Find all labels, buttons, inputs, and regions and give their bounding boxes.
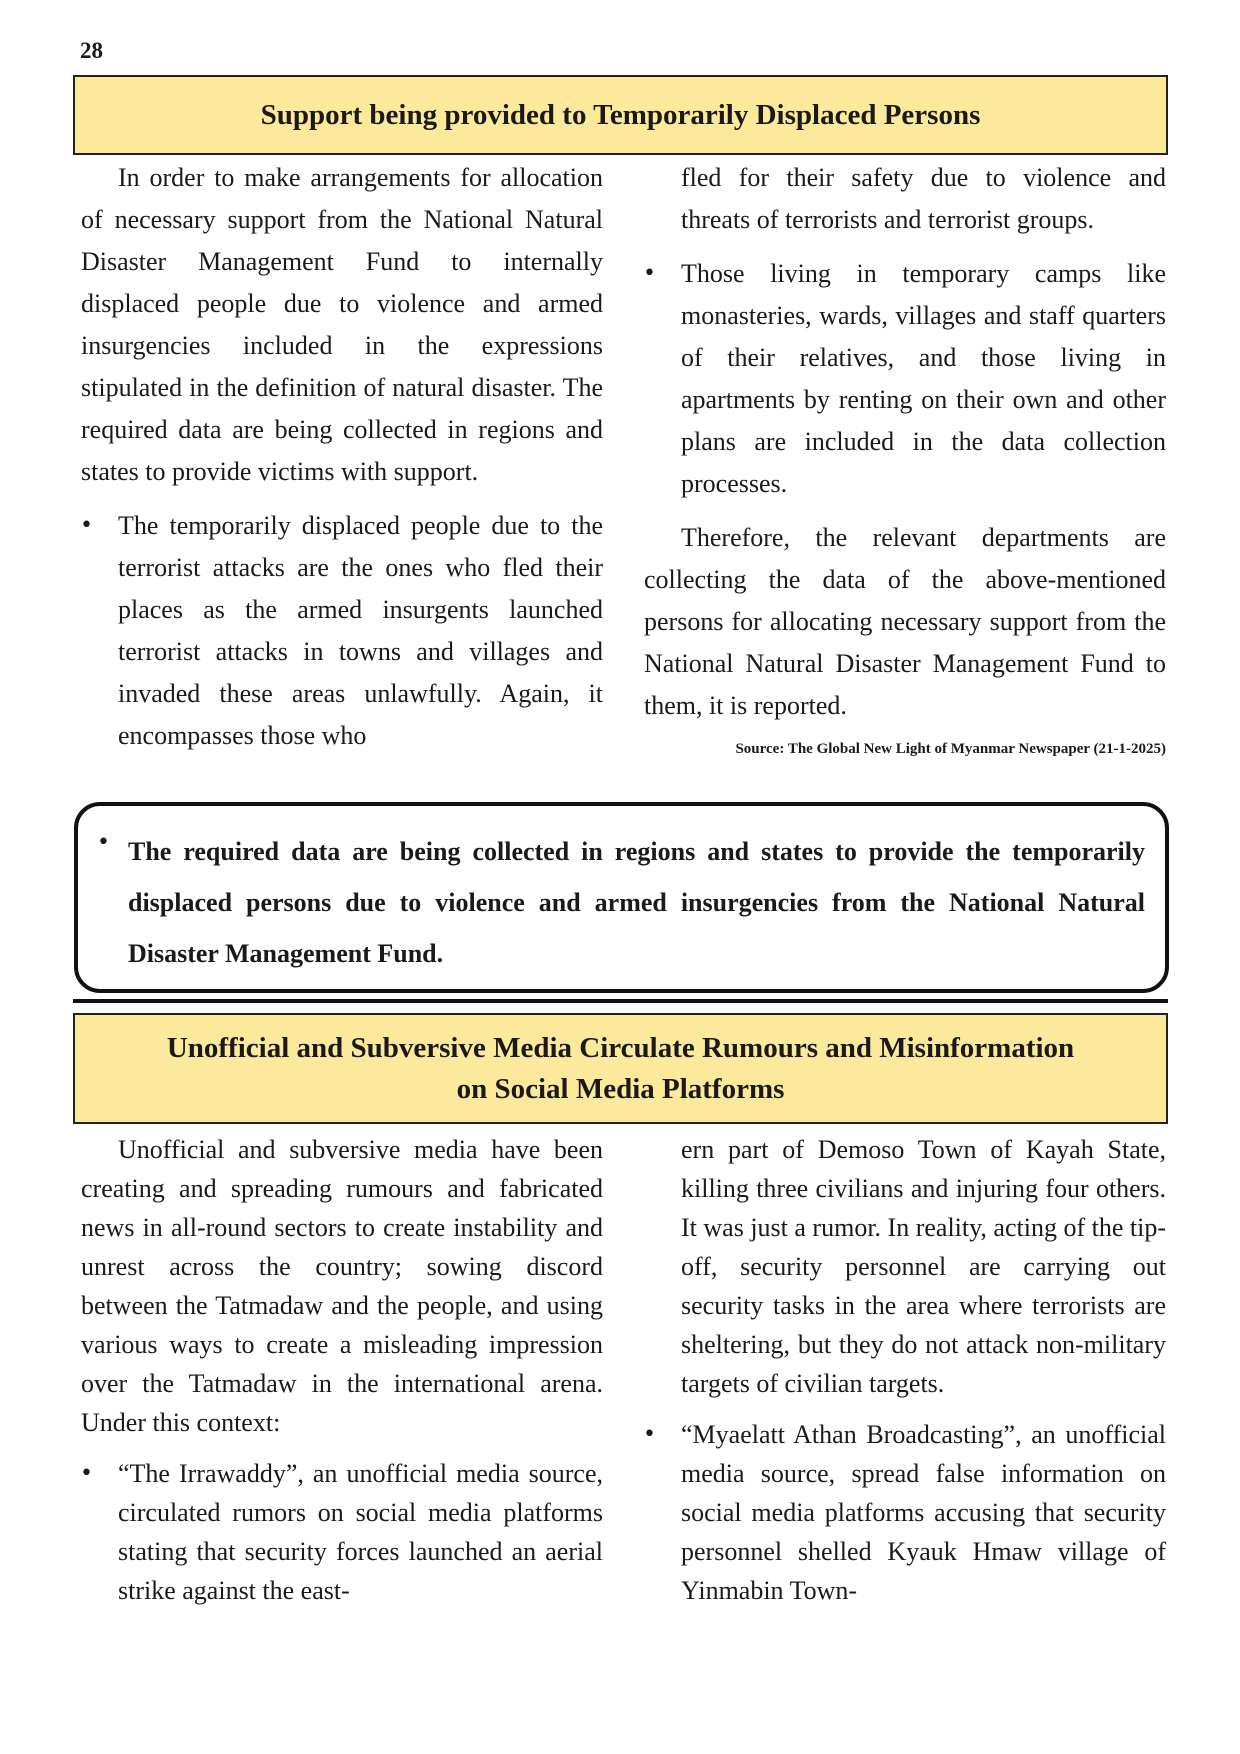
section2-bullet-list-left	[81, 1454, 603, 1610]
summary-text: The required data are being collected in regions and states to provide the temporarily displaced persons due to violence and armed insurgencies from the National Natural Disaster Management Fund.	[128, 837, 1145, 968]
section-heading-media-rumours	[73, 1013, 1168, 1124]
section-divider	[73, 999, 1168, 1003]
section-heading-media-line2: on Social Media Platforms	[456, 1072, 785, 1105]
section2-bullet-continuation	[644, 1130, 1166, 1403]
section2-intro-paragraph: Unofficial and subversive media have been creating and spreading rumours and fabricated news in all-round sectors to create instability and unrest across the country; sowing discord between the Tatmadaw and the people, and using various ways to create a misleading impression over the Tatmadaw in the international arena. Under this context:	[81, 1135, 603, 1437]
source-citation: Source: The Global New Light of Myanmar Newspaper (21-1-2025)	[735, 741, 1166, 757]
summary-callout-box	[74, 802, 1169, 993]
section2-bullet-irrawaddy: • “The Irrawaddy”, an unofficial media source, circulated rumors on social media platforms stating that security forces launched an aerial strike against the east-	[81, 1454, 603, 1610]
section1-bullet-continuation	[644, 157, 1166, 241]
section1-left-column	[81, 157, 603, 769]
section1-continuation-text: fled for their safety due to violence and threats of terrorists and terrorist groups.	[681, 163, 1166, 234]
section1-bullet-list-left	[81, 505, 603, 757]
section2-right-column	[644, 1130, 1166, 1622]
section-heading-support	[73, 75, 1168, 155]
section-heading-support-text: Support being provided to Temporarily Displaced Persons	[260, 98, 981, 131]
summary-bullet-icon: •	[97, 830, 110, 855]
section1-conclusion-paragraph: Therefore, the relevant departments are collecting the data of the above-mentioned persons for allocating necessary support from the National Natural Disaster Management Fund to them, it is reported.	[644, 523, 1166, 720]
page-number: 28	[80, 38, 103, 63]
section1-right-column	[644, 157, 1166, 759]
section2-bullet-myaelatt: • “Myaelatt Athan Broadcasting”, an unofficial media source, spread false information on social media platforms accusing that security personnel shelled Kyauk Hmaw village of Yinmabin Town-	[644, 1415, 1166, 1610]
section1-bullet-temporary-camps: • Those living in temporary camps like monasteries, wards, villages and staff quarters of their relatives, and those living in apartments by renting on their own and other plans are included in the data collection processes.	[644, 253, 1166, 505]
section-heading-media-line1: Unofficial and Subversive Media Circulate Rumours and Misinformation	[166, 1031, 1075, 1064]
section1-bullet-temporarily-displaced: • The temporarily displaced people due to the terrorist attacks are the ones who fled their places as the armed insurgents launched terrorist attacks in towns and villages and invaded these areas unlawfully. Again, it encompasses those who	[81, 505, 603, 757]
section1-bullet-list-right	[644, 157, 1166, 505]
section2-left-column	[81, 1130, 603, 1622]
section1-intro-paragraph: In order to make arrangements for allocation of necessary support from the National Natural Disaster Management Fund to internally displaced people due to violence and armed insurgencies included in the expressions stipulated in the definition of natural disaster. The required data are being collected in regions and states to provide victims with support.	[81, 163, 603, 486]
section2-continuation-text: ern part of Demoso Town of Kayah State, killing three civilians and injuring four others. It was just a rumor. In reality, acting of the tip-off, security personnel are carrying out security tasks in the area where terrorists are sheltering, but they do not attack non-military targets of civilian targets.	[681, 1135, 1166, 1398]
section2-bullet-list-right	[644, 1130, 1166, 1610]
